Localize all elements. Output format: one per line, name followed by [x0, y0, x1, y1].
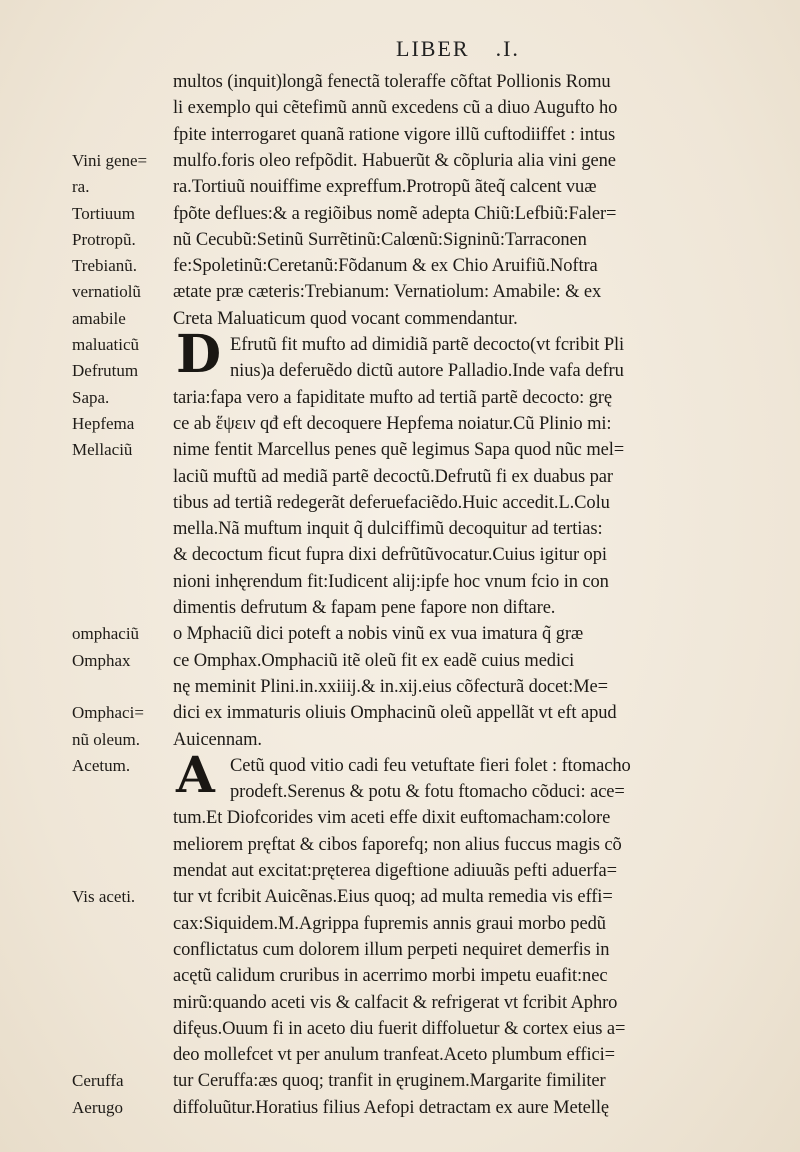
text-line: nius)a deferuẽdo dictũ autore Palladio.Inde vafa defru: [230, 361, 624, 381]
text-line: Creta Maluaticum quod vocant commendantur.: [173, 309, 518, 329]
text-line: fpõte deflues:& a regiõibus nomẽ adepta Chiũ:Lefbiũ:Faler=: [173, 204, 617, 224]
margin-note: vernatiolũ: [72, 282, 141, 301]
text-line: ra.Tortiuũ nouiffime expreffum.Protropũ ãteq̃ calcent vuæ: [173, 177, 597, 197]
margin-note: Vini gene=: [72, 151, 148, 170]
text-line: cax:Siquidem.M.Agrippa fupremis annis graui morbo pedũ: [173, 914, 606, 934]
margin-note: Omphaci=: [72, 703, 144, 722]
text-line: taria:fapa vero a fapiditate mufto ad tertiã partẽ decocto: grę: [173, 388, 613, 408]
text-line: tur vt fcribit Auicẽnas.Eius quoq; ad multa remedia vis effi=: [173, 887, 613, 907]
margin-note: Defrutum: [72, 361, 139, 380]
margin-note: Protropũ.: [72, 230, 136, 249]
text-line: tum.Et Diofcorides vim aceti effe dixit euftomacham:colore: [173, 808, 611, 828]
text-line: laciũ muftũ ad mediã partẽ decoctũ.Defrutũ fi ex duabus par: [173, 467, 613, 487]
text-line: conflictatus cum dolorem illum perpeti nequiret demerfis in: [173, 940, 610, 960]
margin-note: amabile: [72, 309, 126, 328]
text-line: nioni inhęrendum fit:Iudicent alij:ipfe hoc vnum fcio in con: [173, 572, 609, 592]
text-line: ætate præ cæteris:Trebianum: Vernatiolum: Amabile: & ex: [173, 282, 602, 302]
text-line: Cetũ quod vitio cadi feu vetuftate fieri folet : ftomacho: [230, 756, 631, 776]
text-line: mella.Nã muftum inquit q̃ dulciffimũ decoquitur ad tertias:: [173, 519, 603, 539]
text-line: mulfo.foris oleo refpõdit. Habuerũt & cõpluria alia vini gene: [173, 151, 616, 171]
text-line: fe:Spoletinũ:Ceretanũ:Fõdanum & ex Chio Aruifiũ.Noftra: [173, 256, 598, 276]
margin-note: Sapa.: [72, 388, 110, 407]
drop-cap-a: A: [176, 745, 215, 804]
drop-cap-d: D: [176, 324, 222, 385]
margin-note: Ceruffa: [72, 1071, 124, 1090]
margin-note: Aerugo: [72, 1098, 123, 1117]
margin-note: nũ oleum.: [72, 730, 140, 749]
text-line: mendat aut excitat:pręterea digeftione adiuuãs pefti aduerfa=: [173, 861, 618, 881]
margin-note: Mellaciũ: [72, 440, 133, 459]
text-line: fpite interrogaret quanã ratione vigore illũ cuftodiiffet : intus: [173, 125, 616, 145]
running-header: [396, 36, 520, 62]
text-line: difęus.Ouum fi in aceto diu fuerit diffoluetur & cortex eius a=: [173, 1019, 626, 1039]
text-line: & decoctum ficut fupra dixi defrũtũvocatur.Cuius igitur opi: [173, 545, 607, 565]
text-line: tur Ceruffa:æs quoq; tranfit in ęruginem.Margarite fimiliter: [173, 1071, 606, 1091]
text-line: dimentis defrutum & fapam pene fapore non diftare.: [173, 598, 556, 618]
margin-note: Tortiuum: [72, 204, 136, 223]
text-line: nũ Cecubũ:Setinũ Surrẽtinũ:Calœnũ:Signinũ:Tarraconen: [173, 230, 587, 250]
margin-note: maluaticũ: [72, 335, 140, 354]
text-line: deo mollefcet vt per anulum tranfeat.Aceto plumbum effici=: [173, 1045, 615, 1065]
text-line: tibus ad tertiã redegerãt deferuefaciẽdo.Huic accedit.L.Colu: [173, 493, 610, 513]
margin-note: ra.: [72, 177, 90, 196]
text-line: ce Omphax.Omphaciũ itẽ oleũ fit ex eadẽ cuius medici: [173, 651, 575, 671]
text-line: acętũ calidum cruribus in acerrimo morbi impetu euafit:nec: [173, 966, 608, 986]
text-line: Efrutũ fit mufto ad dimidiã partẽ decocto(vt fcribit Pli: [230, 335, 625, 355]
text-line: mirũ:quando aceti vis & calfacit & refrigerat vt fcribit Aphro: [173, 993, 618, 1013]
header-number: .I.: [495, 36, 520, 61]
text-line: meliorem pręftat & cibos faporefq; non alius fuccus magis cõ: [173, 835, 622, 855]
text-line: Auicennam.: [173, 730, 262, 750]
margin-note: Acetum.: [72, 756, 131, 775]
text-line: nime fentit Marcellus penes quẽ legimus Sapa quod nũc mel=: [173, 440, 625, 460]
text-line: nę meminit Plini.in.xxiiij.& in.xij.eius cõfecturã docet:Me=: [173, 677, 608, 697]
margin-note: Vis aceti.: [72, 887, 136, 906]
text-line: ce ab ἕψειν qđ eft decoquere Hepfema noiatur.Cũ Plinio mi:: [173, 414, 612, 434]
margin-note: Omphax: [72, 651, 131, 670]
header-title: LIBER: [396, 36, 470, 61]
margin-note: omphaciũ: [72, 624, 140, 643]
text-line: dici ex immaturis oliuis Omphacinũ oleũ appellãt vt eft apud: [173, 703, 617, 723]
text-line: prodeft.Serenus & potu & fotu ftomacho cõduci: ace=: [230, 782, 625, 802]
margin-note: Hepfema: [72, 414, 135, 433]
text-line: diffoluũtur.Horatius filius Aefopi detractam ex aure Metellę: [173, 1098, 609, 1118]
margin-note: Trebianũ.: [72, 256, 138, 275]
text-line: o Mphaciũ dici poteft a nobis vinũ ex vua imatura q̃ græ: [173, 624, 584, 644]
text-line: multos (inquit)longã fenectã toleraffe cõftat Pollionis Romu: [173, 72, 611, 92]
text-line: li exemplo qui cẽtefimũ annũ excedens cũ a diuo Augufto ho: [173, 98, 618, 118]
